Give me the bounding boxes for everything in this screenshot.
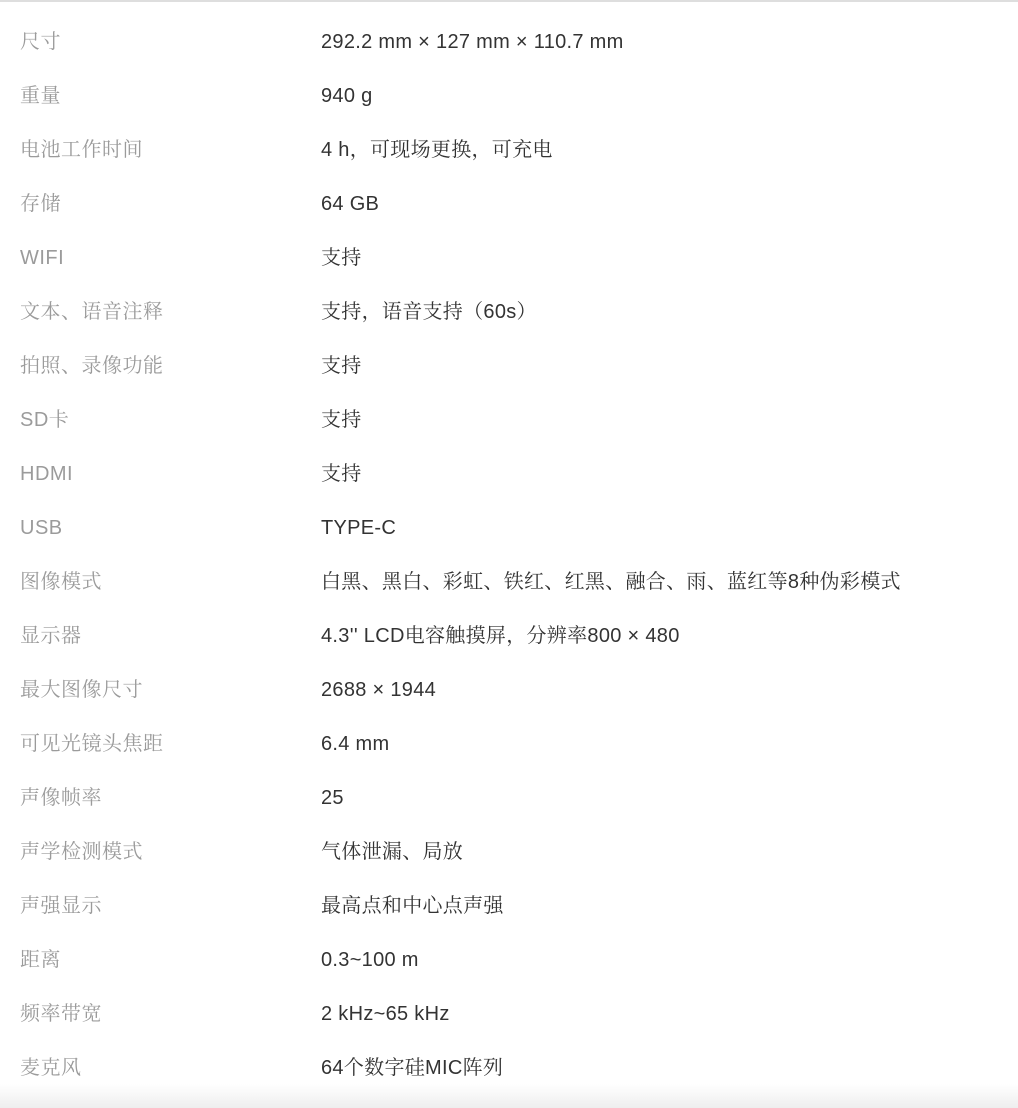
spec-value: 气体泄漏、局放: [321, 841, 464, 863]
spec-value: 6.4 mm: [321, 733, 390, 755]
spec-label: 电池工作时间: [20, 139, 143, 161]
spec-value: 2 kHz~65 kHz: [321, 1003, 450, 1025]
spec-value: 4.3'' LCD电容触摸屏，分辨率800 × 480: [321, 625, 680, 647]
spec-value: 940 g: [321, 85, 373, 107]
spec-value: 支持: [321, 463, 362, 485]
spec-row: [0, 987, 1018, 1041]
spec-label: 麦克风: [20, 1057, 82, 1079]
spec-row: [0, 609, 1018, 663]
spec-value: 白黑、黑白、彩虹、铁红、红黑、融合、雨、蓝红等8种伪彩模式: [321, 571, 901, 593]
spec-row: [0, 447, 1018, 501]
spec-row: [0, 879, 1018, 933]
spec-label: 声强显示: [20, 895, 102, 917]
spec-value: 支持: [321, 409, 362, 431]
spec-row: [0, 15, 1018, 69]
spec-label: 显示器: [20, 625, 82, 647]
spec-label: HDMI: [20, 463, 74, 485]
spec-label: 文本、语音注释: [20, 301, 164, 323]
spec-label: WIFI: [20, 247, 65, 269]
spec-row: [0, 69, 1018, 123]
spec-label: SD卡: [20, 409, 70, 431]
spec-label: USB: [20, 517, 63, 539]
spec-value: 0.3~100 m: [321, 949, 419, 971]
spec-table: [0, 2, 1018, 1095]
spec-label: 频率带宽: [20, 1003, 102, 1025]
spec-row: [0, 717, 1018, 771]
spec-value: 支持: [321, 247, 362, 269]
spec-label: 存储: [20, 193, 61, 215]
spec-row: [0, 825, 1018, 879]
spec-label: 声学检测模式: [20, 841, 143, 863]
spec-label: 拍照、录像功能: [20, 355, 164, 377]
spec-label: 最大图像尺寸: [20, 679, 143, 701]
spec-row: [0, 663, 1018, 717]
spec-label: 重量: [20, 85, 61, 107]
spec-row: [0, 285, 1018, 339]
spec-row: [0, 393, 1018, 447]
spec-value: 25: [321, 787, 344, 809]
spec-value: 最高点和中心点声强: [321, 895, 504, 917]
spec-value: 64 GB: [321, 193, 380, 215]
spec-label: 可见光镜头焦距: [20, 733, 164, 755]
spec-row: [0, 771, 1018, 825]
spec-value: 支持: [321, 355, 362, 377]
spec-row: [0, 339, 1018, 393]
spec-row: [0, 933, 1018, 987]
spec-row: [0, 123, 1018, 177]
spec-label: 尺寸: [20, 31, 61, 53]
spec-label: 声像帧率: [20, 787, 102, 809]
spec-row: [0, 501, 1018, 555]
spec-row: [0, 177, 1018, 231]
spec-value: 292.2 mm × 127 mm × 110.7 mm: [321, 31, 624, 53]
spec-value: 支持，语音支持（60s）: [321, 301, 537, 323]
spec-value: 64个数字硅MIC阵列: [321, 1057, 504, 1079]
spec-value: 4 h，可现场更换，可充电: [321, 139, 553, 161]
spec-row: [0, 1041, 1018, 1095]
spec-value: 2688 × 1944: [321, 679, 437, 701]
spec-label: 距离: [20, 949, 61, 971]
spec-value: TYPE-C: [321, 517, 397, 539]
spec-row: [0, 231, 1018, 285]
spec-row: [0, 555, 1018, 609]
spec-label: 图像模式: [20, 571, 102, 593]
